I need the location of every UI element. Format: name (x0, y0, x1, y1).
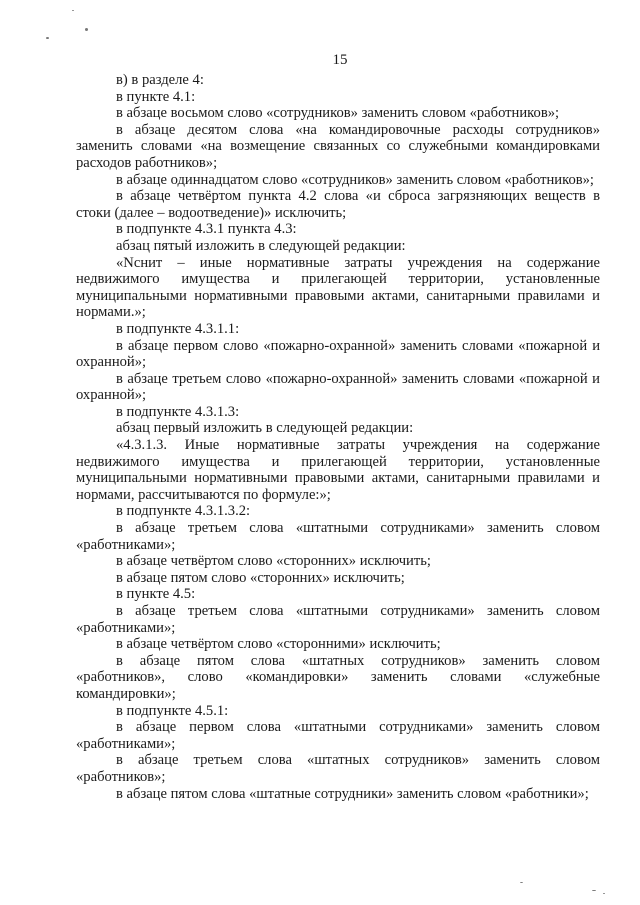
paragraph: в абзаце восьмом слово «сотрудников» заменить словом «работников»; (116, 105, 560, 122)
paragraph: «Nснит – иные нормативные затраты учреждения на содержание недвижимого имущества и прилегающей территории, установленные муниципальными нормативными правовыми актами, санитарными правилами и нормами.»; (76, 254, 600, 321)
paragraph: в подпункте 4.3.1.3.2: (116, 503, 251, 520)
scan-speck (85, 28, 88, 31)
paragraph: в пункте 4.5: (116, 586, 196, 603)
paragraph: абзац первый изложить в следующей редакции: (116, 420, 414, 437)
paragraph: в абзаце четвёртом пункта 4.2 слова «и сброса загрязняющих веществ в стоки (далее – водоотведение)» исключить; (76, 188, 600, 221)
paragraph: в пункте 4.1: (116, 88, 196, 105)
paragraph: в абзаце четвёртом слово «сторонними» исключить; (116, 636, 441, 653)
scan-speck (72, 10, 74, 11)
paragraph: в абзаце пятом слова «штатные сотрудники» заменить словом «работники»; (116, 785, 589, 802)
paragraph: в подпункте 4.3.1.3: (116, 403, 240, 420)
paragraph: в подпункте 4.3.1.1: (116, 320, 240, 337)
paragraph: в абзаце третьем слово «пожарно-охранной» заменить словами «пожарной и охранной»; (76, 370, 600, 404)
page-number: 15 (332, 52, 348, 68)
paragraph: в абзаце третьем слова «штатных сотрудников» заменить словом «работников»; (76, 752, 600, 785)
paragraph: абзац пятый изложить в следующей редакции: (116, 237, 406, 254)
paragraph: в абзаце десятом слова «на командировочные расходы сотрудников» заменить словами «на возмещение связанных со служебными командировками расходов работников»; (76, 121, 600, 171)
paragraph: в) в разделе 4: (116, 72, 204, 88)
scan-speck (592, 890, 596, 891)
paragraph: в абзаце пятом слово «сторонних» исключить; (116, 569, 405, 586)
paragraph: в абзаце четвёртом слово «сторонних» исключить; (116, 553, 431, 570)
paragraph: в подпункте 4.3.1 пункта 4.3: (116, 221, 297, 238)
scan-speck (520, 882, 523, 883)
paragraph: «4.3.1.3. Иные нормативные затраты учреждения на содержание недвижимого имущества и прилегающей территории, установленные муниципальными нормативными правовыми актами, санитарными правилами и нормами, рассчитываются по формуле:»; (76, 437, 600, 503)
scan-speck (46, 37, 49, 39)
paragraph: в абзаце первом слова «штатными сотрудниками» заменить словом «работниками»; (76, 719, 600, 752)
paragraph: в абзаце третьем слова «штатными сотрудниками» заменить словом «работниками»; (76, 603, 600, 636)
paragraph: в абзаце одиннадцатом слово «сотрудников» заменить словом «работников»; (116, 171, 594, 188)
paragraph: в абзаце третьем слова «штатными сотрудниками» заменить словом «работниками»; (76, 520, 600, 553)
scan-speck (603, 893, 605, 894)
paragraph: в подпункте 4.5.1: (116, 702, 229, 719)
paragraph: в абзаце пятом слова «штатных сотрудников» заменить словом «работников», слово «командировки» заменить словами «служебные командировки»; (76, 652, 600, 702)
document-body (76, 72, 600, 802)
paragraph: в абзаце первом слово «пожарно-охранной» заменить словами «пожарной и охранной»; (76, 337, 600, 371)
